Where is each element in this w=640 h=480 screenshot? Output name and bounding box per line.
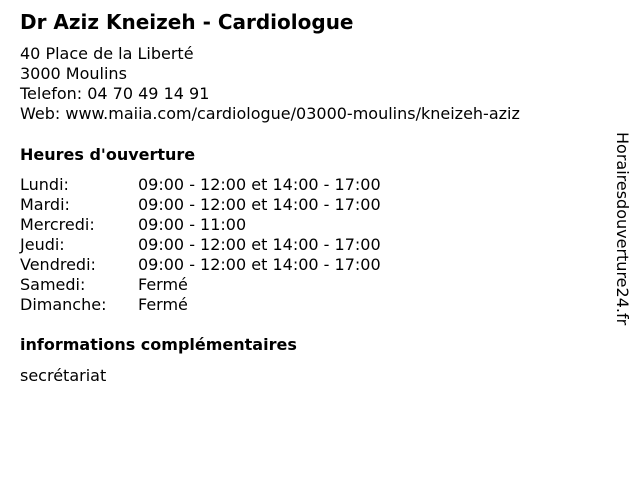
- hours-row-friday: [20, 255, 381, 275]
- day-label: Mercredi:: [20, 215, 95, 234]
- time-value: Fermé: [138, 295, 188, 314]
- day-label: Mardi:: [20, 195, 70, 214]
- opening-hours-heading: Heures d'ouverture: [20, 145, 196, 164]
- hours-row-monday: [20, 175, 381, 195]
- day-label: Dimanche:: [20, 295, 107, 314]
- street-address: 40 Place de la Liberté: [20, 44, 194, 63]
- day-label: Jeudi:: [20, 235, 65, 254]
- brand-watermark: Horairesdouverture24.fr: [613, 132, 632, 326]
- day-label: Vendredi:: [20, 255, 96, 274]
- day-label: Lundi:: [20, 175, 69, 194]
- opening-hours-list: [20, 175, 381, 315]
- hours-row-tuesday: [20, 195, 381, 215]
- additional-info-text: secrétariat: [20, 366, 107, 385]
- hours-row-saturday: [20, 275, 381, 295]
- time-value: 09:00 - 12:00 et 14:00 - 17:00: [138, 255, 381, 274]
- address-block: [20, 44, 520, 124]
- phone-number: Telefon: 04 70 49 14 91: [20, 84, 210, 103]
- time-value: Fermé: [138, 275, 188, 294]
- hours-row-thursday: [20, 235, 381, 255]
- city-address: 3000 Moulins: [20, 64, 127, 83]
- time-value: 09:00 - 12:00 et 14:00 - 17:00: [138, 175, 381, 194]
- time-value: 09:00 - 12:00 et 14:00 - 17:00: [138, 195, 381, 214]
- hours-row-wednesday: [20, 215, 381, 235]
- page-title: Dr Aziz Kneizeh - Cardiologue: [20, 10, 354, 34]
- website-link: Web: www.maiia.com/cardiologue/03000-moulins/kneizeh-aziz: [20, 104, 520, 123]
- day-label: Samedi:: [20, 275, 86, 294]
- time-value: 09:00 - 11:00: [138, 215, 247, 234]
- hours-row-sunday: [20, 295, 381, 315]
- time-value: 09:00 - 12:00 et 14:00 - 17:00: [138, 235, 381, 254]
- additional-info-heading: informations complémentaires: [20, 335, 297, 354]
